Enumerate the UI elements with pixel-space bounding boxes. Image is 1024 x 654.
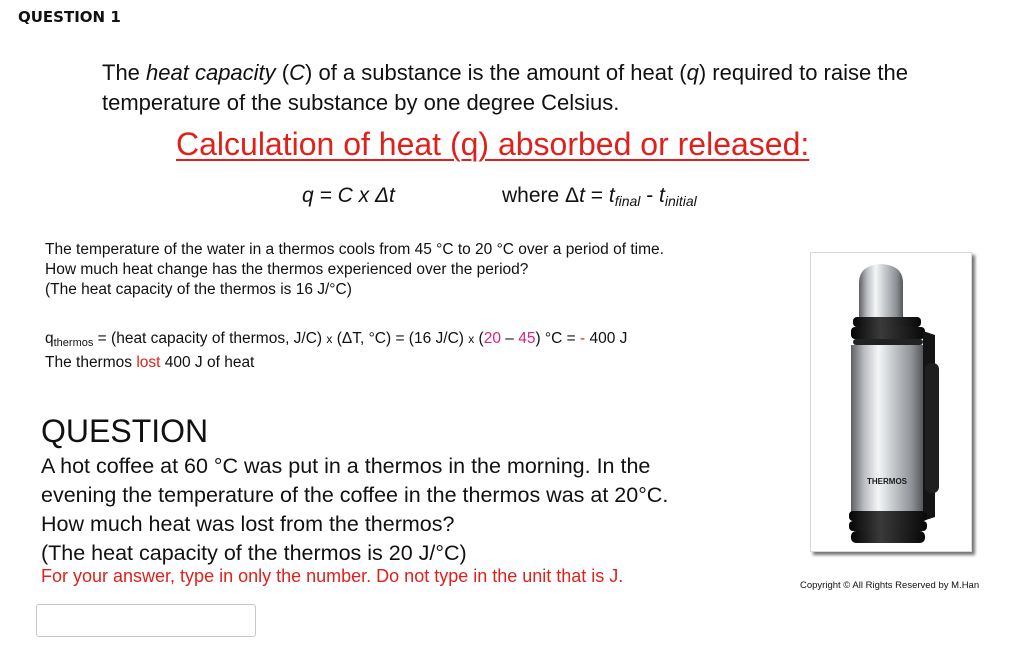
calculation-heading: Calculation of heat (q) absorbed or released: xyxy=(176,126,810,162)
answer-input[interactable] xyxy=(36,604,256,637)
intro-paragraph xyxy=(102,58,982,118)
heat-formula xyxy=(302,184,395,208)
delta-t-definition xyxy=(502,184,697,209)
copyright-notice: Copyright © All Rights Reserved by M.Han xyxy=(800,580,980,591)
equation-result: 400 J xyxy=(585,330,628,347)
equation-text: ( xyxy=(474,330,484,347)
example-line: (The heat capacity of the thermos is 16 J/°C) xyxy=(45,281,352,298)
question-title: QUESTION xyxy=(41,413,209,449)
worked-example xyxy=(45,240,785,300)
intro-text: ) required to raise the temperature of the substance by one degree Celsius. xyxy=(102,60,908,115)
equation-text: ) °C = xyxy=(535,330,580,347)
intro-term: heat capacity xyxy=(146,60,276,85)
where-prefix: where Δ xyxy=(502,184,580,207)
t-final-subscript: final xyxy=(614,193,641,209)
q-subscript: thermos xyxy=(53,337,94,349)
equation-text: – xyxy=(500,330,519,347)
question-line: (The heat capacity of the thermos is 20 J/°C) xyxy=(41,541,467,565)
t-initial-subscript: initial xyxy=(664,193,697,209)
intro-text: ) of a substance is the amount of heat ( xyxy=(305,60,687,85)
question-line: A hot coffee at 60 °C was put in a thermos in the morning. In the xyxy=(41,454,651,478)
thermos-illustration xyxy=(811,253,971,551)
intro-symbol-c: C xyxy=(289,60,306,85)
result-lost: lost xyxy=(136,354,161,371)
example-line: The temperature of the water in a thermos cools from 45 °C to 20 °C over a period of time. xyxy=(45,241,664,258)
worked-example-solution xyxy=(45,329,785,373)
equation-text: (ΔT, °C) = (16 J/C) xyxy=(332,330,469,347)
negative-sign: - xyxy=(579,330,586,347)
minus-sign: - xyxy=(640,184,660,207)
where-equals: = xyxy=(584,184,609,207)
result-text: 400 J of heat xyxy=(160,354,255,371)
initial-temp-value: 45 xyxy=(518,330,536,347)
thermos-image xyxy=(810,252,972,552)
example-line: How much heat change has the thermos experienced over the period? xyxy=(45,261,529,278)
intro-symbol-q: q xyxy=(686,60,699,85)
question-header: QUESTION 1 xyxy=(18,8,121,26)
question-line: evening the temperature of the coffee in the thermos was at 20°C. xyxy=(41,483,669,507)
where-t: t xyxy=(579,184,585,207)
times-sign: x xyxy=(326,332,333,346)
q-symbol: q xyxy=(45,330,54,347)
intro-text: ( xyxy=(275,60,290,85)
times-sign: x xyxy=(468,332,475,346)
t-final: t xyxy=(608,184,615,207)
question-body xyxy=(41,452,781,568)
solution-equation xyxy=(45,329,785,353)
answer-instructions: For your answer, type in only the number. Do not type in the unit that is J. xyxy=(41,566,624,586)
brand-logo: THERMOS xyxy=(867,477,907,486)
result-text: The thermos xyxy=(45,354,137,371)
equation-text: = (heat capacity of thermos, J/C) xyxy=(93,330,327,347)
intro-text: The xyxy=(102,60,147,85)
question-line: How much heat was lost from the thermos? xyxy=(41,512,455,536)
final-temp-value: 20 xyxy=(483,330,501,347)
t-initial: t xyxy=(659,184,665,207)
formula-equation: q = C x Δt xyxy=(302,184,395,207)
solution-result xyxy=(45,353,785,373)
